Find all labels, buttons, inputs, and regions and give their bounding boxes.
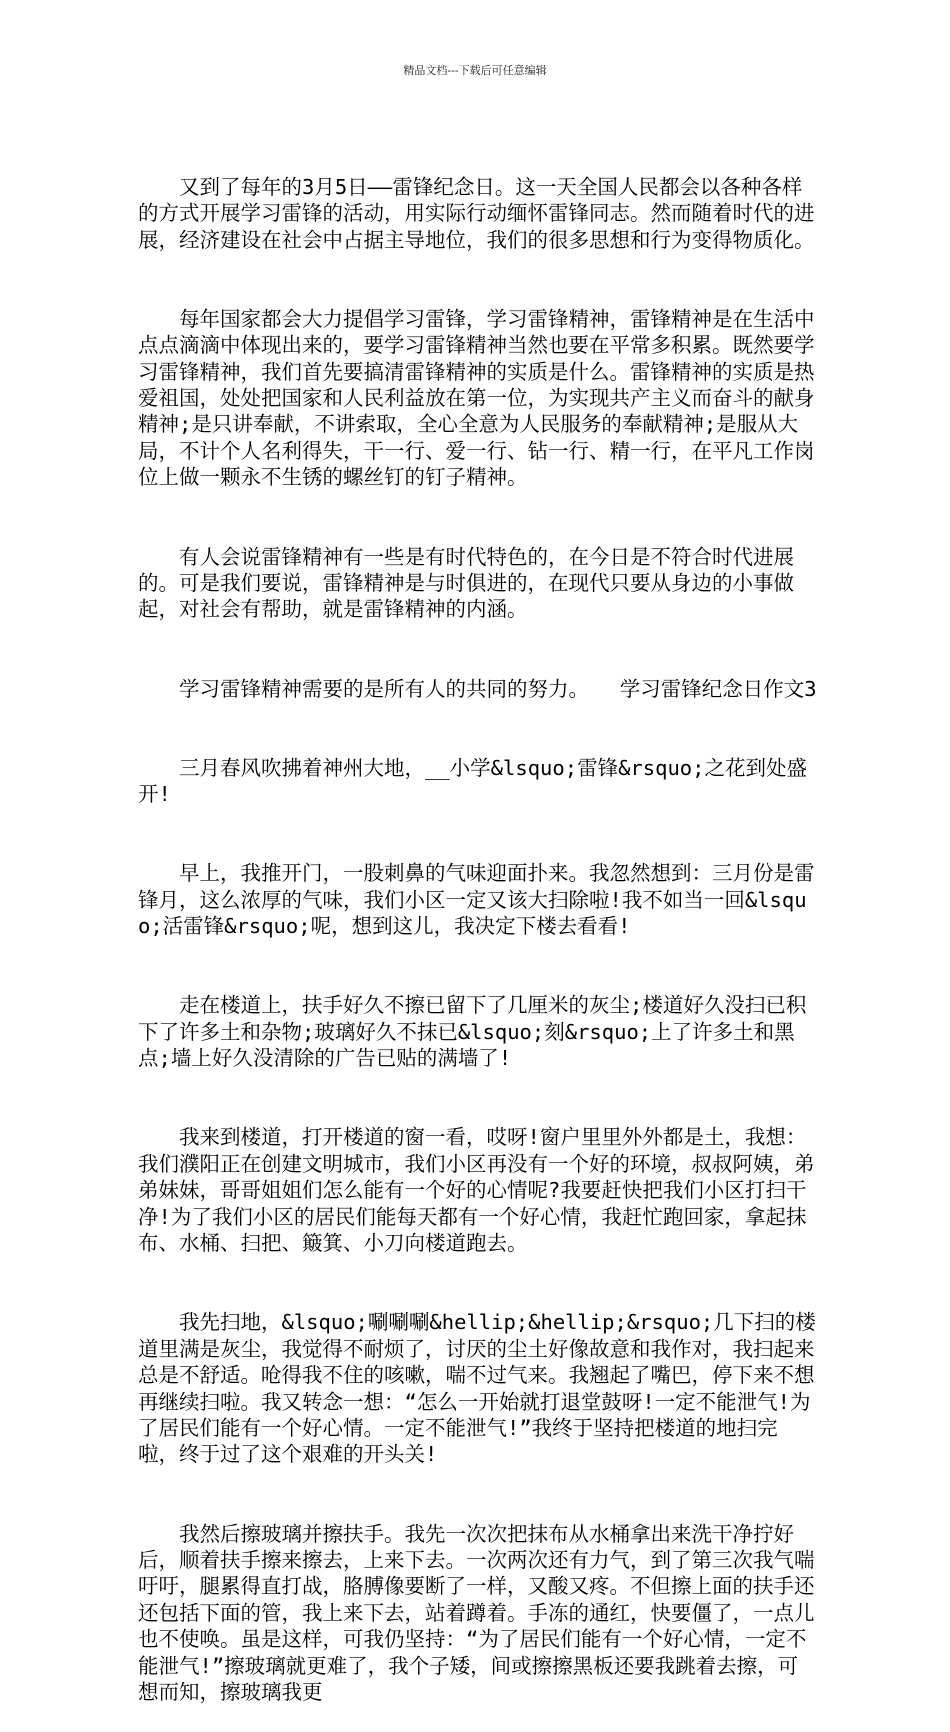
paragraph: 有人会说雷锋精神有一些是有时代特色的，在今日是不符合时代进展的。可是我们要说，雷锋精神是与时俱进的，在现代只要从身边的小事做起，对社会有帮助，就是雷锋精神的内涵。 <box>138 544 794 622</box>
paragraph: 走在楼道上，扶手好久不擦已留下了几厘米的灰尘;楼道好久没扫已积下了许多土和杂物;玻璃好久不抹已&lsquo;刻&rsquo;上了许多土和黑点;墙上好久没清除的广告已贴的满墙了! <box>138 993 807 1071</box>
paragraph: 学习雷锋精神需要的是所有人的共同的努力。 学习雷锋纪念日作文3 <box>179 676 817 701</box>
document-body <box>138 121 818 1732</box>
paragraph: 我然后擦玻璃并擦扶手。我先一次次把抹布从水桶拿出来洗干净拧好后，顺着扶手擦来擦去，上来下去。一次两次还有力气，到了第三次我气喘吁吁，腿累得直打战，胳膊像要断了一样，又酸又疼。不但擦上面的扶手还还包括下面的管，我上来下去，站着蹲着。手冻的通红，快要僵了，一点儿也不使唤。虽是这样，可我仍坚持：“为了居民们能有一个好心情，一定不能泄气!”擦玻璃就更难了，我个子矮，间或擦擦黑板还要我跳着去擦，可想而知，擦玻璃我更 <box>138 1521 815 1704</box>
paragraph: 三月春风吹拂着神州大地，__小学&lsquo;雷锋&rsquo;之花到处盛开! <box>138 755 807 807</box>
paragraph: 又到了每年的3月5日——雷锋纪念日。这一天全国人民都会以各种各样的方式开展学习雷锋的活动，用实际行动缅怀雷锋同志。然而随着时代的进展，经济建设在社会中占据主导地位，我们的很多思想和行为变得物质化。 <box>138 174 815 252</box>
paragraph: 我先扫地，&lsquo;唰唰唰&hellip;&hellip;&rsquo;几下扫的楼道里满是灰尘，我觉得不耐烦了，讨厌的尘土好像故意和我作对，我扫起来总是不舒适。呛得我不住的咳嗽，喘不过气来。我翘起了嘴巴，停下来不想再继续扫啦。我又转念一想：“怎么一开始就打退堂鼓呀!一定不能泄气!为了居民们能有一个好心情。一定不能泄气!”我终于坚持把楼道的地扫完啦，终于过了这个艰难的开头关! <box>138 1310 816 1467</box>
paragraph: 我来到楼道，打开楼道的窗一看，哎呀!窗户里里外外都是土，我想：我们濮阳正在创建文明城市，我们小区再没有一个好的环境，叔叔阿姨，弟弟妹妹，哥哥姐姐们怎么能有一个好的心情呢?我要赶快把我们小区打扫干净!为了我们小区的居民们能每天都有一个好心情，我赶忙跑回家，拿起抹布、水桶、扫把、簸箕、小刀向楼道跑去。 <box>138 1125 815 1256</box>
paragraph: 早上，我推开门，一股刺鼻的气味迎面扑来。我忽然想到：三月份是雷锋月，这么浓厚的气味，我们小区一定又该大扫除啦!我不如当一回&lsquo;活雷锋&rsquo;呢，想到这儿，我决定下楼去看看! <box>138 861 815 939</box>
paragraph: 每年国家都会大力提倡学习雷锋，学习雷锋精神，雷锋精神是在生活中点点滴滴中体现出来的，要学习雷锋精神当然也要在平常多积累。既然要学习雷锋精神，我们首先要搞清雷锋精神的实质是什么。雷锋精神的实质是热爱祖国，处处把国家和人民利益放在第一位，为实现共产主义而奋斗的献身精神;是只讲奉献，不讲索取，全心全意为人民服务的奉献精神;是服从大局，不计个人名利得失，干一行、爱一行、钻一行、精一行，在平凡工作岗位上做一颗永不生锈的螺丝钉的钉子精神。 <box>138 306 815 490</box>
page-header: 精品文档---下载后可任意编辑 <box>403 64 547 77</box>
